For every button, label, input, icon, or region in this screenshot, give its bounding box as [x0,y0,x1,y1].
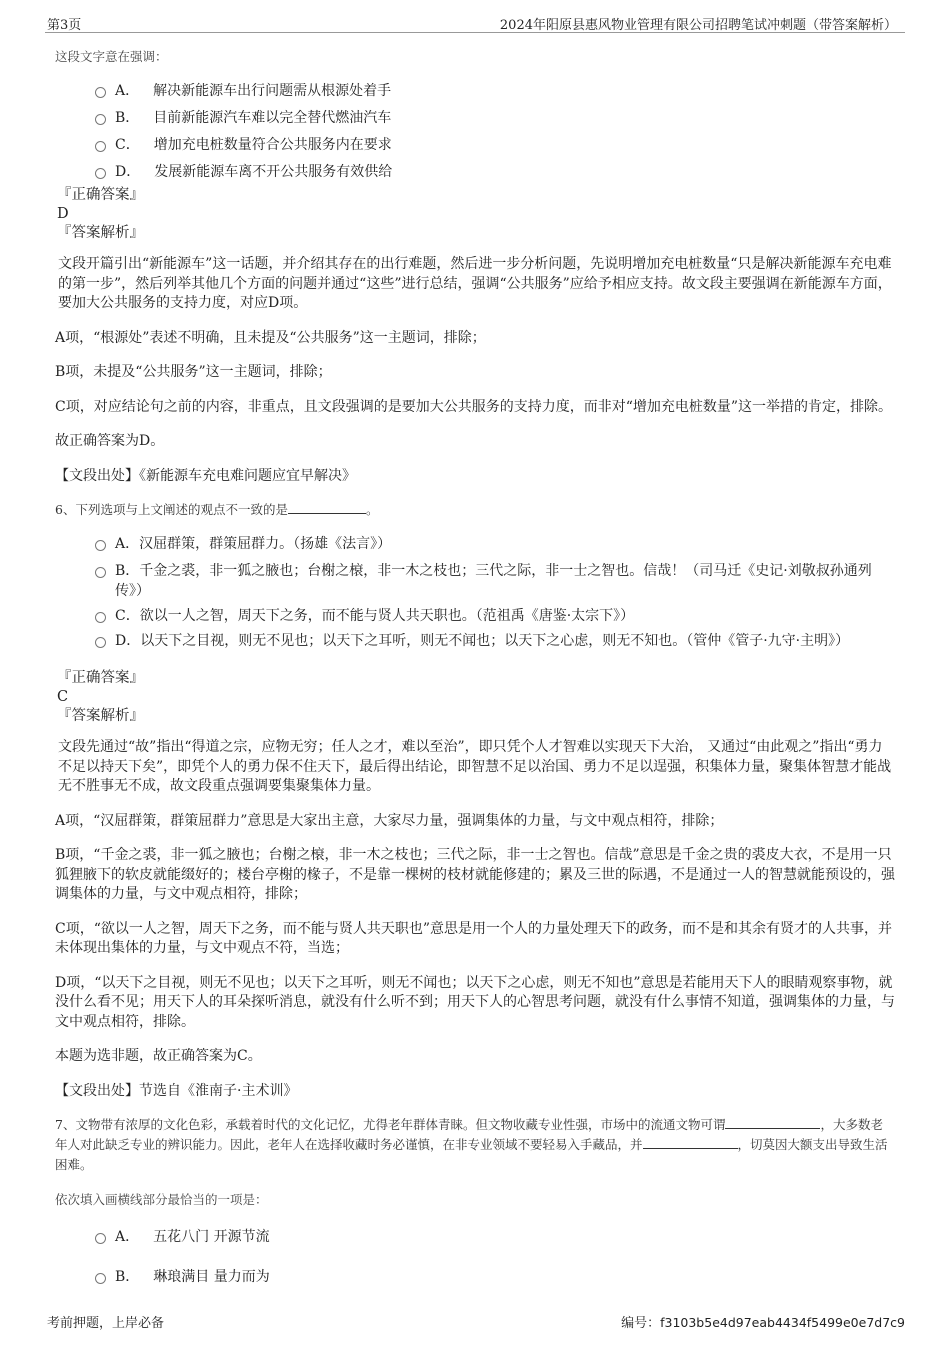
analysis-paragraph: A项，“汉屈群策，群策屈群力”意思是大家出主意，大家尽力量，强调集体的力量，与文中观点相符，排除； [55,812,724,829]
fill-blank [643,1136,738,1149]
q5-option-c[interactable]: C． 增加充电桩数量符合公共服务内在要求 [55,135,895,162]
q5-option-a[interactable]: A． 解决新能源车出行问题需从根源处着手 [55,81,895,108]
radio-button[interactable] [95,567,106,578]
radio-button[interactable] [95,540,106,551]
answer-value: C [57,689,69,705]
radio-button[interactable] [95,114,106,125]
radio-button[interactable] [95,637,106,648]
radio-button[interactable] [95,168,106,179]
document-title: 2024年阳原县惠风物业管理有限公司招聘笔试冲刺题（带答案解析） [499,18,897,33]
page-header [45,12,905,33]
q6-option-b[interactable]: B．千金之裘，非一狐之腋也；台榭之榱，非一木之枝也；三代之际，非一士之智也。信哉！（司马迁《史记·刘敬叔孙通列传》） [55,561,895,601]
radio-button[interactable] [95,1233,106,1244]
fill-blank [288,501,366,514]
q5-option-b[interactable]: B． 目前新能源汽车难以完全替代燃油汽车 [55,108,895,135]
q7-option-b[interactable]: B． 琳琅满目 量力而为 [55,1267,895,1291]
source-note: 【文段出处】节选自《淮南子·主术训》 [55,1082,298,1099]
analysis-paragraph: B项，未提及“公共服务”这一主题词，排除； [55,364,332,380]
answer-heading: 『正确答案』 [57,187,144,203]
q7-question: 7、文物带有浓厚的文化色彩，承载着时代的文化记忆，尤得老年群体青睐。但文物收藏专业性强，市场中的流通文物可谓 ，大多数老年人对此缺乏专业的辨识能力。因此，老年人在选择收藏时务必谨慎，在非专业领域不要轻易入手藏品，并 ，切莫因大额支出导致生活困难。 [55,1117,888,1172]
analysis-paragraph: B项，“千金之裘，非一狐之腋也；台榭之榱，非一木之枝也；三代之际，非一士之智也。信哉”意思是千金之贵的裘皮大衣，不是用一只狐狸腋下的软皮就能缀好的；楼台亭榭的椽子，不是靠一棵树的枝材就能修建的；累及三世的际遇，不是通过一人的智慧就能预设的，强调集体的力量，与文中观点相符，排除； [55,847,895,902]
analysis-heading: 『答案解析』 [57,225,144,241]
radio-button[interactable] [95,141,106,152]
radio-button[interactable] [95,612,106,623]
answer-heading: 『正确答案』 [57,670,144,686]
analysis-paragraph: C项，“欲以一人之智，周天下之务，而不能与贤人共天职也”意思是用一个人的力量处理天下的政务，而不是和其余有贤才的人共事，并未体现出集体的力量，与文中观点不符，当选； [55,920,893,956]
q7-prompt: 依次填入画横线部分最恰当的一项是： [55,1192,268,1207]
footer-slogan: 考前押题，上岸必备 [47,1316,165,1331]
analysis-paragraph: A项，“根源处”表述不明确，且未提及“公共服务”这一主题词，排除； [55,329,486,346]
analysis-paragraph: 本题为选非题，故正确答案为C。 [55,1048,262,1064]
analysis-paragraph: D项，“以天下之目视，则无不见也；以天下之耳听，则无不闻也；以天下之心虑，则无不知也”意思是若能用天下人的眼睛观察事物，就没什么看不见；用天下人的耳朵探听消息，就没有什么听不到；用天下人的心智思考问题，就没有什么事情不知道，强调集体的力量，与文中观点相符，排除。 [55,974,895,1030]
analysis-paragraph: 故正确答案为D。 [55,433,165,449]
q6-option-c[interactable]: C．欲以一人之智，周天下之务，而不能与贤人共天职也。（范祖禹《唐鉴·太宗下》） [55,606,895,631]
q7-option-a[interactable]: A． 五花八门 开源节流 [55,1227,895,1267]
q5-intro: 这段文字意在强调： [55,49,168,64]
q7-options [55,1227,895,1291]
q6-option-a[interactable]: A．汉屈群策，群策屈群力。（扬雄《法言》） [55,534,895,561]
radio-button[interactable] [95,87,106,98]
answer-value: D [57,206,69,222]
analysis-heading: 『答案解析』 [57,708,144,724]
q5-option-d[interactable]: D． 发展新能源车离不开公共服务有效供给 [55,162,895,186]
fill-blank [725,1116,820,1129]
analysis-paragraph: C项，对应结论句之前的内容，非重点，且文段强调的是要加大公共服务的支持力度，而非对“增加充电桩数量”这一举措的肯定，排除。 [55,398,893,415]
page-content [55,46,895,1291]
q6-options [55,534,895,669]
radio-button[interactable] [95,1273,106,1284]
page-number: 第3页 [47,18,82,33]
analysis-paragraph: 文段开篇引出“新能源车”这一话题，并介绍其存在的出行难题，然后进一步分析问题，先说明增加充电桩数量“只是解决新能源车充电难的第一步”，然后列举其他几个方面的问题并通过“这些”进行总结，强调“公共服务”应给予相应支持。故文段主要强调在新能源车方面，要加大公共服务的支持力度，对应D项。 [58,256,892,311]
q6-option-d[interactable]: D．以天下之目视，则无不见也；以天下之耳听，则无不闻也；以天下之心虑，则无不知也。（管仲《管子·九守·主明》） [55,631,895,669]
q6-question: 6、下列选项与上文阐述的观点不一致的是 。 [55,502,379,517]
analysis-paragraph: 文段先通过“故”指出“得道之宗，应物无穷；任人之才，难以至治”，即只凭个人才智难以实现天下大治， 又通过“由此观之”指出“勇力不足以持天下矣”，即凭个人的勇力保不住天下，最后得出结论，即智慧不足以治国、勇力不足以逞强，积集体力量，聚集体智慧才能战无不胜事无不成，故文段重点强调要集聚集体力量。 [58,739,892,794]
q5-options [55,81,895,186]
source-note: 【文段出处】《新能源车充电难问题应宜早解决》 [55,467,356,484]
document-code: 编号：f3103b5e4d97eab4434f5499e0e7d7c9 [621,1315,905,1331]
